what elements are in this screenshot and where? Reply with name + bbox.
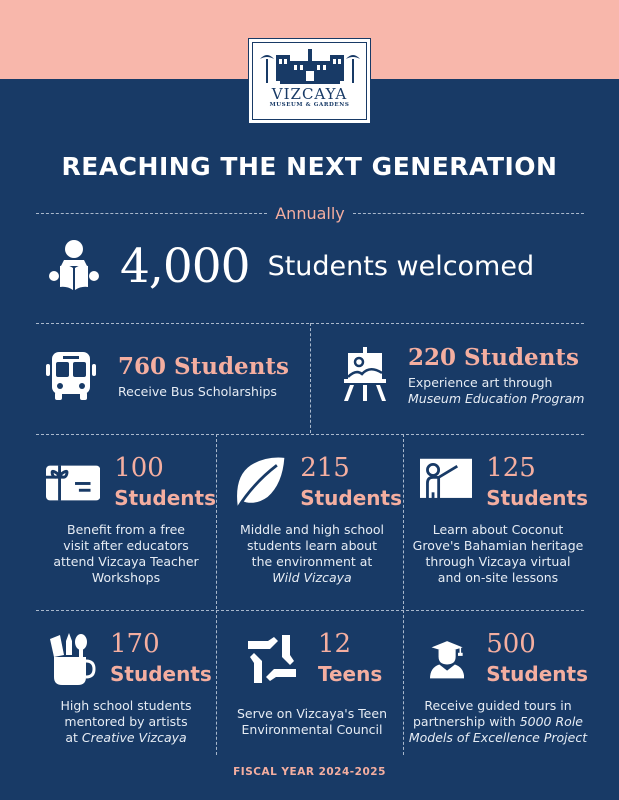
stat-unit: Teens: [318, 662, 383, 686]
vizcaya-logo: [248, 38, 371, 124]
stat-number: 500: [486, 629, 536, 659]
stat-bus-scholarships: [46, 350, 289, 402]
desc-prefix: partnership with: [413, 714, 520, 729]
row-divider-2: [36, 434, 584, 435]
student-reading-icon: [46, 238, 102, 294]
stat-headline: 760 Students: [118, 352, 289, 380]
desc-prefix: at: [65, 730, 82, 745]
graduate-icon: [430, 634, 464, 684]
period-divider: [36, 201, 584, 225]
desc-line: students learn about: [247, 538, 377, 553]
desc-line: Benefit from a free: [67, 522, 185, 537]
desc-line: Environmental Council: [241, 722, 383, 737]
hero-stat: [46, 236, 534, 296]
program-name: Wild Vizcaya: [272, 570, 352, 585]
desc-line: visit after educators: [63, 538, 189, 553]
stat-unit: Students: [114, 486, 216, 510]
desc-line: mentored by artists: [64, 714, 188, 729]
stat-description: Receive Bus Scholarships: [118, 383, 277, 399]
desc-line: Serve on Vizcaya's Teen: [236, 706, 387, 721]
program-name: Models of Excellence Project: [408, 730, 588, 745]
desc-line: High school students: [60, 698, 192, 713]
hero-number: 4,000: [120, 238, 250, 294]
desc-line: Middle and high school: [239, 522, 385, 537]
desc-line: Receive guided tours in: [424, 698, 572, 713]
period-label: Annually: [275, 203, 345, 223]
stat-wild-vizcaya: [222, 452, 402, 586]
program-name: 5000 Role: [519, 714, 583, 729]
stat-role-models: [408, 628, 588, 746]
stat-teacher-workshops: [36, 452, 216, 586]
stat-museum-education: [344, 344, 584, 407]
col-divider-row3-a: [216, 610, 217, 755]
joined-hands-icon: [248, 635, 296, 683]
bus-icon: [46, 350, 96, 402]
desc-line: and on-site lessons: [437, 570, 559, 585]
row-divider-3: [36, 610, 584, 611]
stat-description: Experience art through: [408, 375, 553, 390]
stat-number: 215: [300, 453, 350, 483]
stat-number: 125: [486, 453, 536, 483]
desc-line: Workshops: [91, 570, 161, 585]
stat-unit: Students: [300, 486, 402, 510]
easel-art-icon: [344, 347, 386, 405]
art-supplies-cup-icon: [50, 633, 96, 685]
stat-number: 170: [110, 629, 160, 659]
page-title: REACHING THE NEXT GENERATION: [61, 152, 558, 181]
gift-card-icon: [46, 465, 100, 501]
stat-number: 12: [318, 629, 352, 659]
desc-line: attend Vizcaya Teacher: [53, 554, 199, 569]
villa-illustration-icon: [260, 47, 360, 85]
stat-unit: Students: [486, 486, 588, 510]
stat-unit: Students: [110, 662, 212, 686]
stat-teen-council: [222, 628, 402, 738]
stat-bahamian-heritage: [408, 452, 588, 586]
desc-line: Learn about Coconut: [432, 522, 564, 537]
desc-line: Grove's Bahamian heritage: [412, 538, 584, 553]
col-divider-row3-b: [403, 610, 404, 755]
divider-right: [353, 213, 584, 214]
logo-name: VIZCAYA: [271, 85, 348, 103]
program-name: Creative Vizcaya: [81, 730, 187, 745]
stat-creative-vizcaya: [36, 628, 216, 746]
program-name: Museum Education Program: [408, 391, 585, 406]
teacher-board-icon: [420, 457, 472, 509]
divider-left: [36, 213, 267, 214]
col-divider-row2-a: [216, 434, 217, 609]
leaf-icon: [234, 454, 286, 512]
desc-line: the environment at: [251, 554, 373, 569]
stat-unit: Students: [486, 662, 588, 686]
hero-label: Students welcomed: [267, 250, 535, 282]
logo-subtitle: MUSEUM & GARDENS: [269, 102, 350, 108]
desc-line: through Vizcaya virtual: [425, 554, 571, 569]
fiscal-year-footer: FISCAL YEAR 2024-2025: [233, 766, 386, 778]
stat-headline: 220 Students: [408, 344, 579, 371]
stat-number: 100: [114, 453, 164, 483]
col-divider-row2-b: [403, 434, 404, 609]
col-divider-row1: [310, 323, 311, 433]
